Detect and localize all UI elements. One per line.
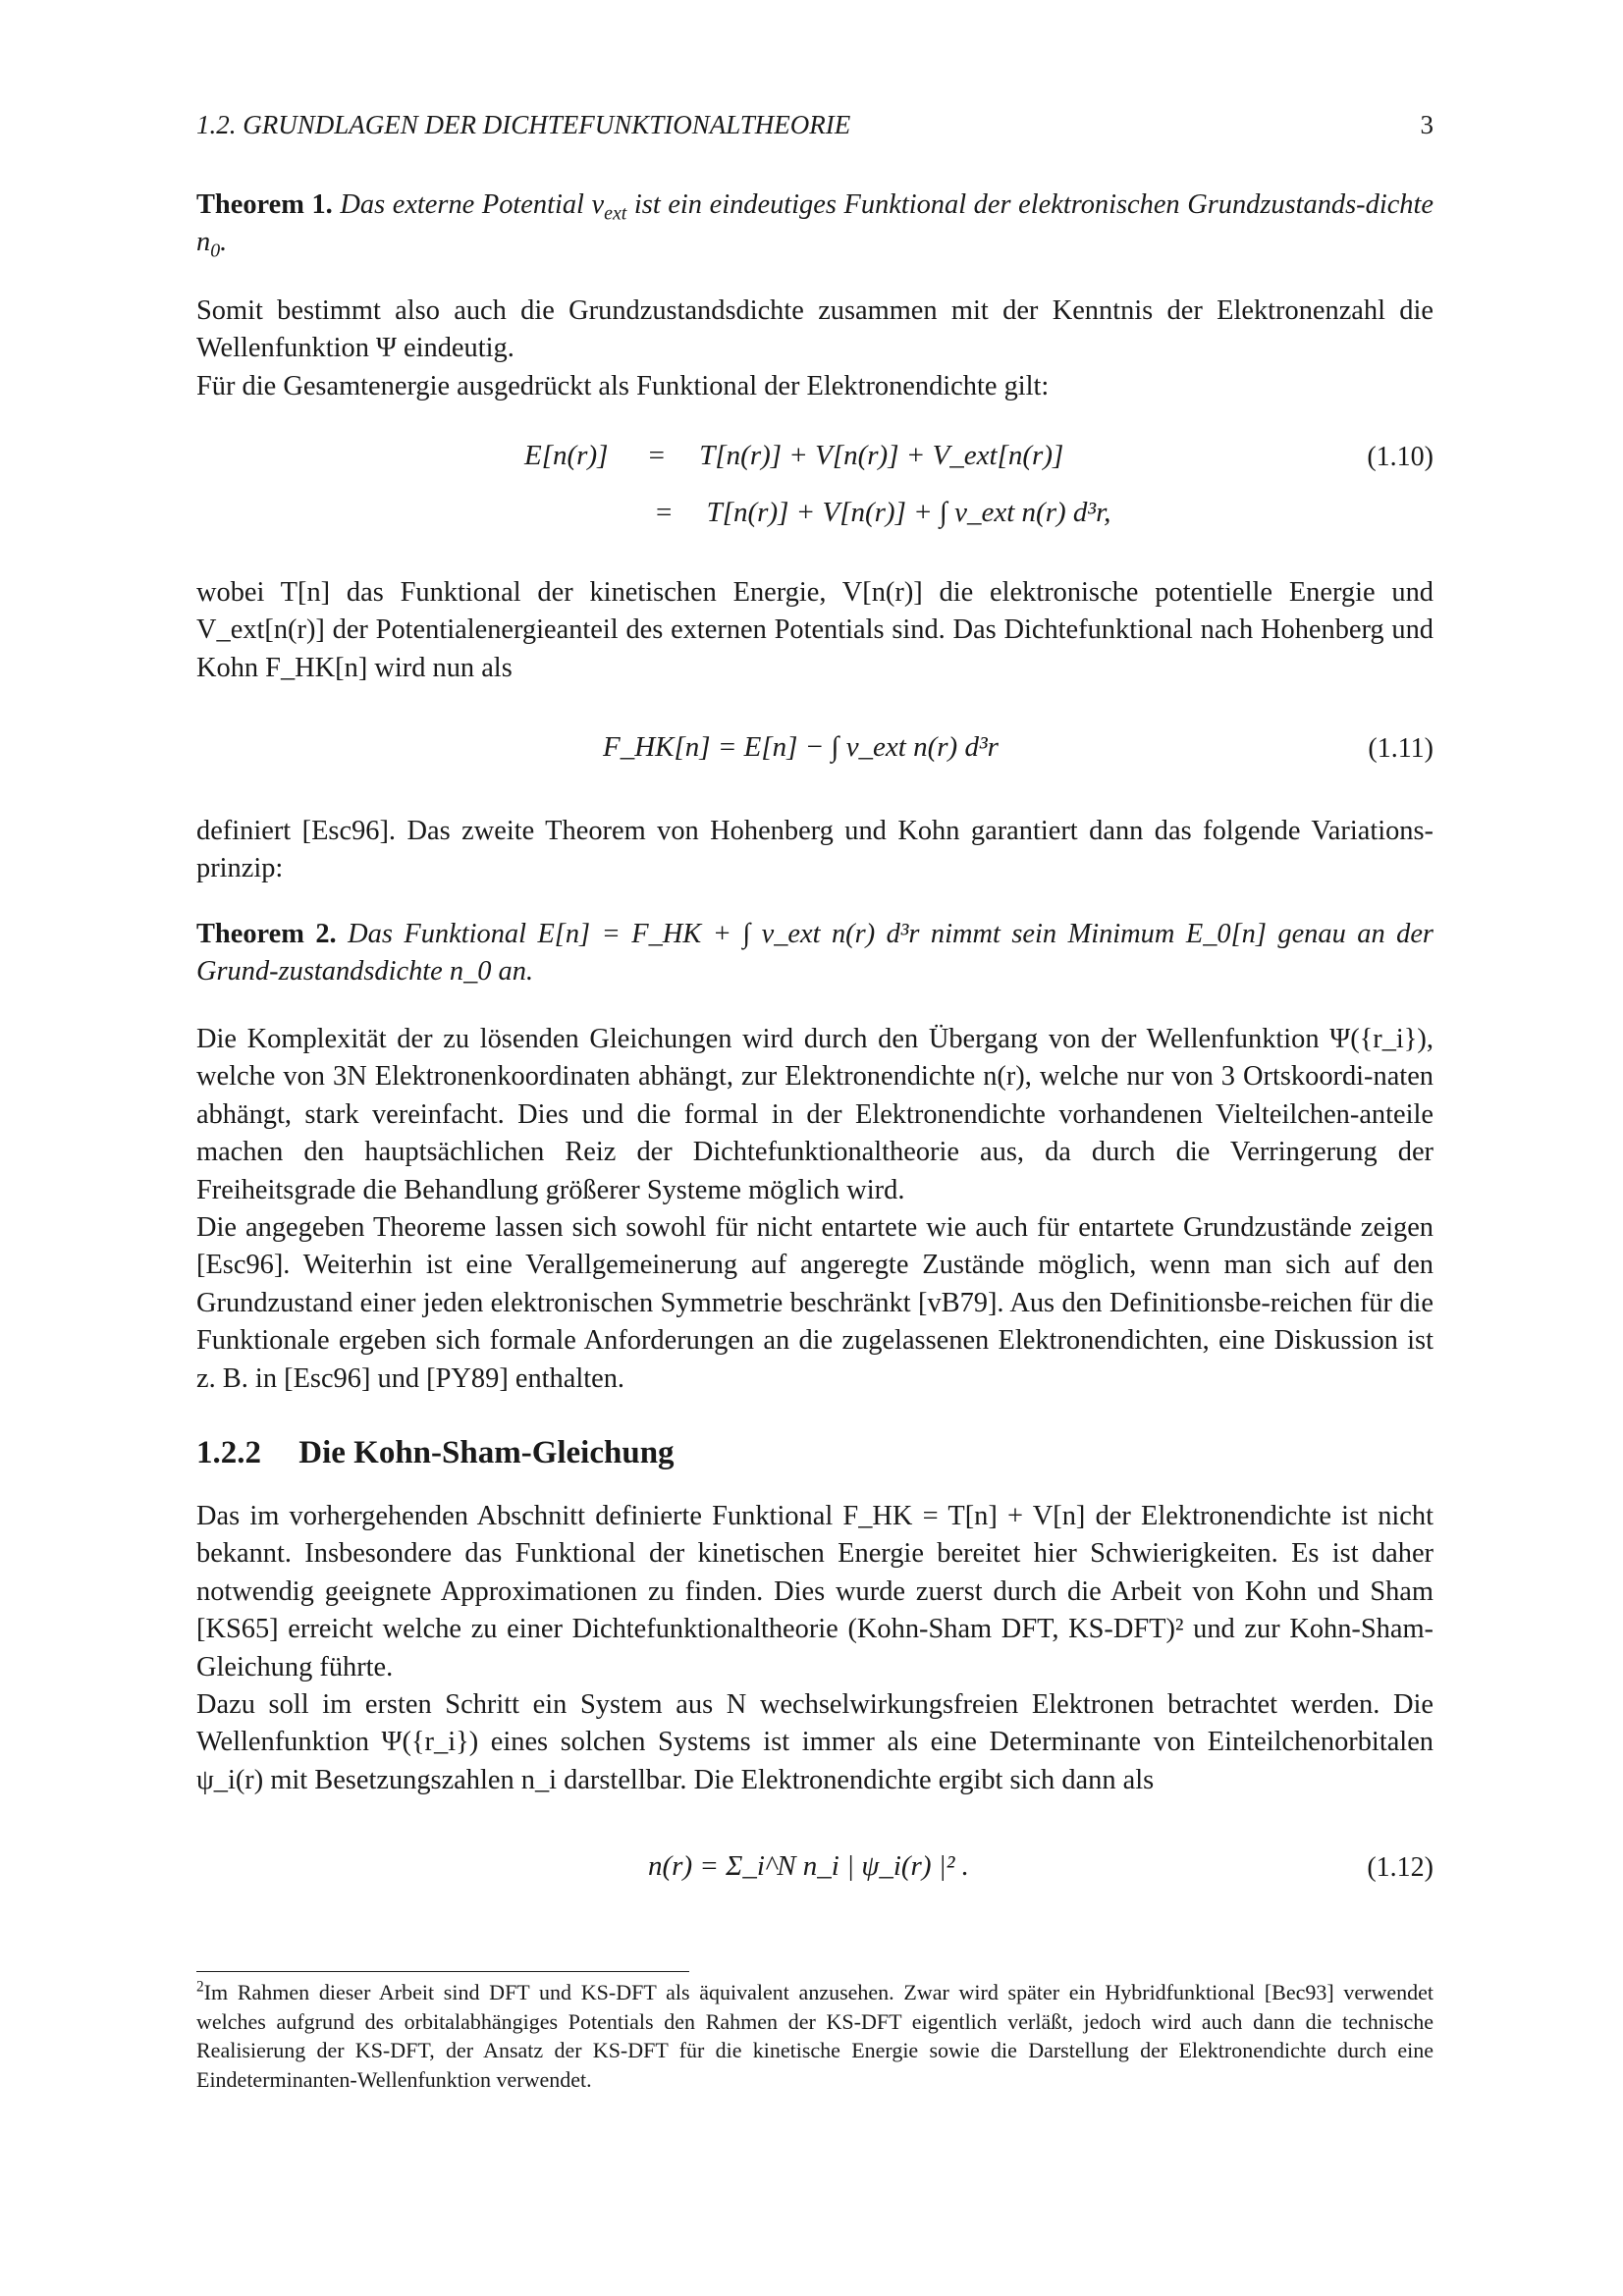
paragraph-2: wobei T[n] das Funktional der kinetischen Energie, V[n(r)] die elektronische potentielle Energie und V_ext[n(r)] der Potentialenergieanteil des externen Potentials sind. Das Dichtefunktional nach Hohenberg und Kohn F_HK[n] wird nun als	[196, 577, 1434, 683]
equation-1-12: n(r) = Σ_i^N n_i | ψ_i(r) |² .	[648, 1850, 969, 1882]
paragraph-3: definiert [Esc96]. Das zweite Theorem von Hohenberg und Kohn garantiert dann das folgende Variations-prinzip:	[196, 816, 1434, 884]
theorem-1-label: Theorem 1.	[196, 189, 333, 220]
paragraph-4b: Die angegeben Theoreme lassen sich sowohl für nicht entartete wie auch für entartete Grundzustände zeigen [Esc96]. Weiterhin ist eine Verallgemeinerung auf angeregte Zustände möglich, wenn man sich auf den Grundzustand einer jeden elektronischen Symmetrie beschränkt [vB79]. Aus den Definitionsbe-reichen für die Funktionale ergeben sich formale Anforderungen an die zugelassenen Elektronendichten, eine Diskussion ist z. B. in [Esc96] und [PY89] enthalten.	[196, 1212, 1434, 1394]
footnote-text: Im Rahmen dieser Arbeit sind DFT und KS-DFT als äquivalent anzusehen. Zwar wird später ein Hybridfunktional [Bec93] verwendet welches aufgrund des orbitalabhängiges Potentials den Rahmen der KS-DFT eigentlich verläßt, jedoch wird auch dann die technische Realisierung der KS-DFT, der Ansatz der KS-DFT für die kinetische Energie sowie die Darstellung der Elektronendichte durch eine Eindeterminanten-Wellenfunktion verwendet.	[196, 1980, 1434, 2092]
section-heading	[196, 1435, 675, 1471]
theorem-1-text-b: ist ein eindeutiges Funktional der elektronischen Grundzustands-dichte n	[196, 189, 1434, 258]
theorem-2-text: Das Funktional E[n] = F_HK + ∫ v_ext n(r) d³r nimmt sein Minimum E_0[n] genau an der Grund-zustandsdichte n_0 an.	[196, 919, 1434, 988]
theorem-1-text-a: Das externe Potential v	[340, 189, 605, 220]
eq110-rhs-1: T[n(r)] + V[n(r)] + V_ext[n(r)]	[699, 440, 1064, 471]
footnote-rule	[196, 1971, 689, 1972]
paragraph-5	[196, 1498, 1434, 1799]
theorem-1-sub-ext: ext	[604, 202, 627, 225]
page-number: 3	[1420, 110, 1434, 139]
equation-1-11: F_HK[n] = E[n] − ∫ v_ext n(r) d³r	[603, 731, 999, 763]
paragraph-4a: Die Komplexität der zu lösenden Gleichungen wird durch den Übergang von der Wellenfunktion Ψ({r_i}), welche von 3N Elektronenkoordinaten abhängt, zur Elektronendichte n(r), welche nur von 3 Ortskoordi-naten abhängt, stark vereinfacht. Dies und die formal in der Elektronendichte vorhandenen Vielteilchen-anteile machen den hauptsächlichen Reiz der Dichtefunktionaltheorie aus, da durch die Verringerung der Freiheitsgrade die Behandlung größerer Systeme möglich wird.	[196, 1024, 1434, 1205]
paragraph-5b: Dazu soll im ersten Schritt ein System aus N wechselwirkungsfreien Elektronen betrachtet werden. Die Wellenfunktion Ψ({r_i}) eines solchen Systems ist immer als eine Determinante von Einteilchenorbitalen ψ_i(r) mit Besetzungszahlen n_i darstellbar. Die Elektronendichte ergibt sich dann als	[196, 1689, 1434, 1795]
equation-number-1-12: (1.12)	[1367, 1852, 1434, 1883]
running-header	[196, 110, 1434, 149]
paragraph-4	[196, 1021, 1434, 1398]
equation-number-1-11: (1.11)	[1368, 733, 1434, 764]
eq110-lhs: E[n(r)]	[524, 440, 609, 471]
footnote	[196, 1978, 1434, 2094]
theorem-1-text-c: .	[220, 227, 228, 258]
equation-1-10-line-1	[524, 440, 1063, 472]
theorem-1-sub-0: 0	[210, 240, 221, 263]
theorem-2	[196, 916, 1434, 991]
eq110-rhs-2: T[n(r)] + V[n(r)] + ∫ v_ext n(r) d³r,	[706, 497, 1111, 528]
theorem-2-label: Theorem 2.	[196, 919, 337, 949]
section-title: Die Kohn-Sham-Gleichung	[298, 1435, 675, 1470]
eq110-equals-2: =	[656, 497, 673, 528]
equation-number-1-10: (1.10)	[1367, 442, 1434, 472]
paragraph-1b: Für die Gesamtenergie ausgedrückt als Funktional der Elektronendichte gilt:	[196, 370, 1050, 401]
section-number: 1.2.2	[196, 1435, 261, 1470]
header-section-title: 1.2. GRUNDLAGEN DER DICHTEFUNKTIONALTHEORIE	[196, 110, 851, 139]
paragraph-5a: Das im vorhergehenden Abschnitt definierte Funktional F_HK = T[n] + V[n] der Elektronendichte ist nicht bekannt. Insbesondere das Funktional der kinetischen Energie bereitet hier Schwierigkeiten. Es ist daher notwendig geeignete Approximationen zu finden. Dies wurde zuerst durch die Arbeit von Kohn und Sham [KS65] erreicht welche zu einer Dichtefunktionaltheorie (Kohn-Sham DFT, KS-DFT)² und zur Kohn-Sham-Gleichung führte.	[196, 1501, 1434, 1682]
eq110-equals-1: =	[648, 440, 665, 471]
equation-1-10-line-2	[656, 497, 1110, 529]
footnote-mark: 2	[196, 1978, 204, 1996]
paragraph-1a: Somit bestimmt also auch die Grundzustandsdichte zusammen mit der Kenntnis der Elektronenzahl die Wellenfunktion Ψ eindeutig.	[196, 295, 1434, 364]
paragraph-1	[196, 293, 1434, 405]
theorem-1	[196, 187, 1434, 262]
